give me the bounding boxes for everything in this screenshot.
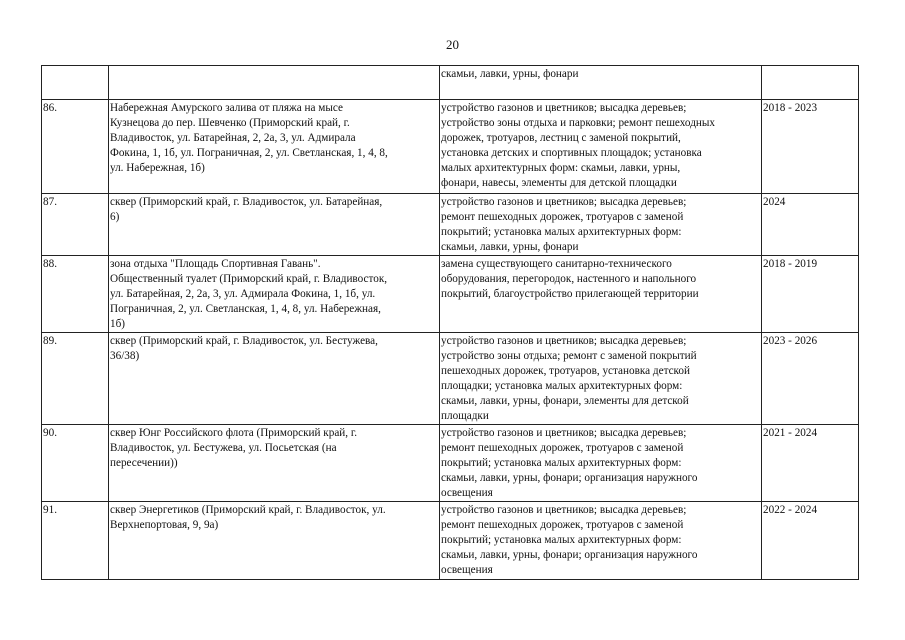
period-cell [762,66,859,100]
object-cell: зона отдыха "Площадь Спортивная Гавань". Общественный туалет (Приморский край, г. Владивосток, ул. Батарейная, 2, 2а, 3, ул. Адмирала Фокина, 1, 1б, ул. Пограничная, 2, ул. Светланская, 1, 4, 8, ул. Набережная, 1б) [109,256,440,333]
works-cell: устройство газонов и цветников; высадка деревьев; устройство зоны отдыха и парковки; ремонт пешеходных дорожек, тротуаров, лестниц с заменой покрытий, установка детских и спортивных площадок; установка малых архитектурных форм: скамьи, лавки, урны, фонари, навесы, элементы для детской площадки [440,100,762,194]
table-row-91 [42,502,859,580]
row-number-cell: 90. [42,425,109,502]
object-cell: сквер (Приморский край, г. Владивосток, ул. Бестужева, 36/38) [109,333,440,425]
row-number-cell: 89. [42,333,109,425]
object-cell [109,66,440,100]
row-number-cell: 91. [42,502,109,580]
table-row-87 [42,194,859,256]
object-cell: сквер Юнг Российского флота (Приморский край, г. Владивосток, ул. Бестужева, ул. Посьетская (на пересечении)) [109,425,440,502]
period-cell: 2022 - 2024 [762,502,859,580]
works-cell: устройство газонов и цветников; высадка деревьев; ремонт пешеходных дорожек, тротуаров с заменой покрытий; установка малых архитектурных форм: скамьи, лавки, урны, фонари; организация наружного освещения [440,502,762,580]
registry-table [41,65,859,580]
table-row-90 [42,425,859,502]
object-cell: сквер (Приморский край, г. Владивосток, ул. Батарейная, 6) [109,194,440,256]
table-row-88 [42,256,859,333]
works-cell: устройство газонов и цветников; высадка деревьев; устройство зоны отдыха; ремонт с заменой покрытий пешеходных дорожек, тротуаров, установка детской площадки; установка малых архитектурных форм: скамьи, лавки, урны, фонари, элементы для детской площадки [440,333,762,425]
page-number: 20 [446,37,459,52]
period-cell: 2024 [762,194,859,256]
object-cell: Набережная Амурского залива от пляжа на мысе Кузнецова до пер. Шевченко (Приморский край, г. Владивосток, ул. Батарейная, 2, 2а, 3, ул. Адмирала Фокина, 1, 1б, ул. Пограничная, 2, ул. Светланская, 1, 4, 8, ул. Набережная, 1б) [109,100,440,194]
works-cell: скамьи, лавки, урны, фонари [440,66,762,100]
object-cell: сквер Энергетиков (Приморский край, г. Владивосток, ул. Верхнепортовая, 9, 9а) [109,502,440,580]
works-cell: устройство газонов и цветников; высадка деревьев; ремонт пешеходных дорожек, тротуаров с заменой покрытий; установка малых архитектурных форм: скамьи, лавки, урны, фонари; организация наружного освещения [440,425,762,502]
period-cell: 2018 - 2019 [762,256,859,333]
table-row-86 [42,100,859,194]
period-cell: 2023 - 2026 [762,333,859,425]
period-cell: 2018 - 2023 [762,100,859,194]
works-cell: замена существующего санитарно-технического оборудования, перегородок, настенного и напольного покрытий, благоустройство прилегающей территории [440,256,762,333]
table-row-89 [42,333,859,425]
row-number-cell: 86. [42,100,109,194]
works-cell: устройство газонов и цветников; высадка деревьев; ремонт пешеходных дорожек, тротуаров с заменой покрытий; установка малых архитектурных форм: скамьи, лавки, урны, фонари [440,194,762,256]
row-number-cell: 88. [42,256,109,333]
period-cell: 2021 - 2024 [762,425,859,502]
registry-table-body [42,66,859,580]
row-number-cell [42,66,109,100]
table-row-continuation [42,66,859,100]
row-number-cell: 87. [42,194,109,256]
